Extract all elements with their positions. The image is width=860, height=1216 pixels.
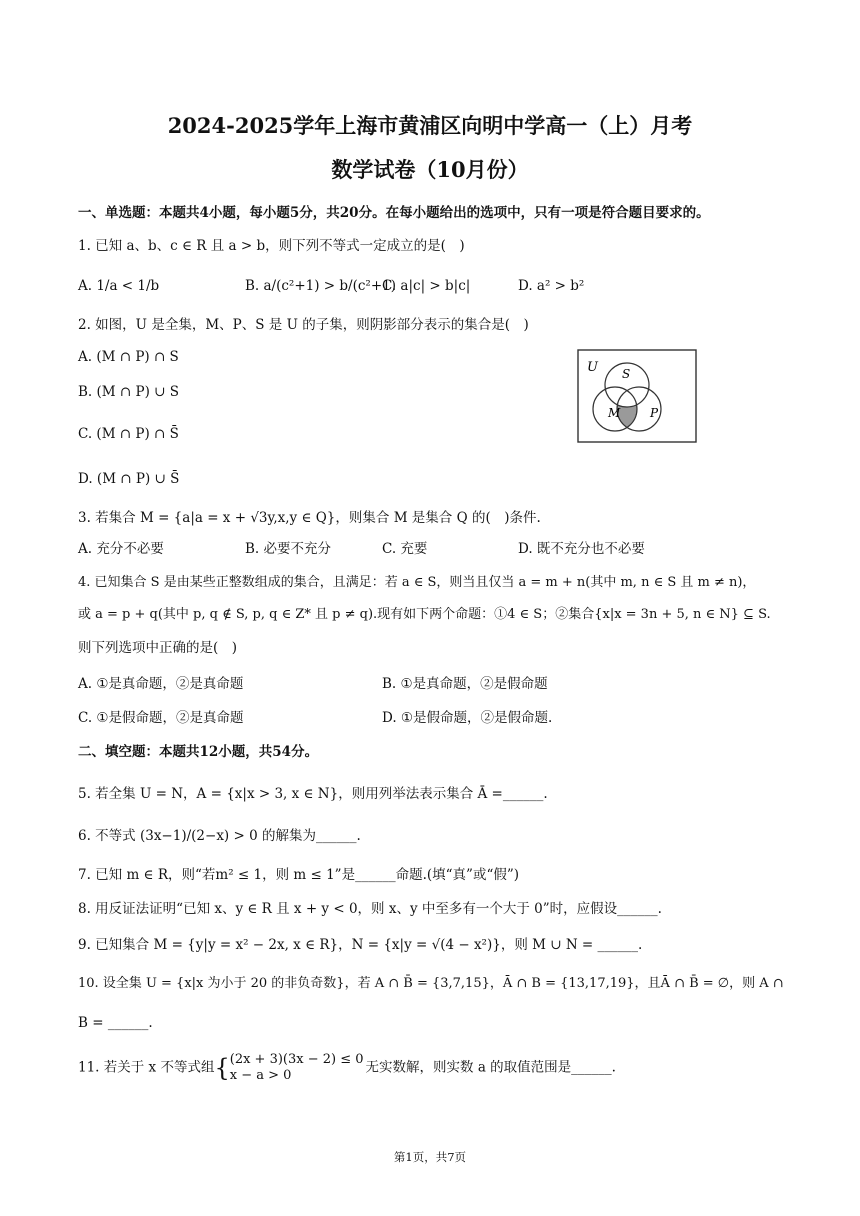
question-1-option-b: B. a/(c²+1) > b/(c²+1): [245, 278, 396, 294]
question-6: 6. 不等式 (3x−1)/(2−x) > 0 的解集为______.: [78, 828, 361, 844]
venn-label-m: M: [608, 406, 621, 420]
question-3-stem: 3. 若集合 M = {a|a = x + √3y,x,y ∈ Q}，则集合 M 是集合 Q 的( )条件.: [78, 510, 541, 526]
question-11-suffix: 无实数解，则实数 a 的取值范围是______.: [365, 1059, 616, 1076]
question-3-option-c: C. 充要: [382, 541, 428, 557]
question-2-option-d: D. (M ∩ P) ∪ S̄: [78, 471, 180, 487]
question-4-line1: 4. 已知集合 S 是由某些正整数组成的集合，且满足：若 a ∈ S，则当且仅当 a = m + n(其中 m, n ∈ S 且 m ≠ n)，: [78, 575, 756, 590]
question-1-option-d: D. a² > b²: [518, 278, 585, 294]
exam-subtitle: 数学试卷（10月份）: [331, 157, 529, 182]
venn-label-p: P: [650, 406, 659, 420]
question-11-prefix: 11. 若关于 x 不等式组: [78, 1059, 215, 1076]
question-2-stem: 2. 如图，U 是全集，M、P、S 是 U 的子集，则阴影部分表示的集合是( ): [78, 317, 529, 333]
question-4-line3: 则下列选项中正确的是( ): [78, 640, 238, 656]
question-4-line2: 或 a = p + q(其中 p, q ∉ S, p, q ∈ Z* 且 p ≠ q).现有如下两个命题：①4 ∈ S；②集合{x|x = 3n + 5, n ∈ N} ⊆ S.: [78, 607, 771, 622]
section1-header: 一、单选题：本题共4小题，每小题5分，共20分。在每小题给出的选项中，只有一项是符合题目要求的。: [78, 205, 710, 221]
question-7: 7. 已知 m ∈ R，则“若m² ≤ 1，则 m ≤ 1”是______命题.(填“真”或“假”): [78, 867, 520, 883]
question-4-option-c: C. ①是假命题，②是真命题: [78, 710, 244, 726]
question-4-option-b: B. ①是真命题，②是假命题: [382, 676, 548, 692]
page-footer: 第1页，共7页: [393, 1150, 467, 1164]
question-3-option-d: D. 既不充分也不必要: [518, 541, 645, 557]
question-4-option-a: A. ①是真命题，②是真命题: [78, 676, 244, 692]
question-9: 9. 已知集合 M = {y|y = x² − 2x, x ∈ R}，N = {x|y = √(4 − x²)}，则 M ∪ N = ______.: [78, 937, 643, 953]
section2-header: 二、填空题：本题共12小题，共54分。: [78, 744, 319, 760]
exam-title: 2024-2025学年上海市黄浦区向明中学高一（上）月考: [167, 113, 693, 138]
system-brace: {: [214, 1054, 230, 1082]
question-2-option-a: A. (M ∩ P) ∩ S: [78, 349, 179, 365]
question-11: [78, 1052, 616, 1084]
question-1-stem: 1. 已知 a、b、c ∈ R 且 a > b，则下列不等式一定成立的是( ): [78, 238, 465, 254]
question-10-line2: B = ______.: [78, 1015, 153, 1031]
inequality-system: [230, 1052, 364, 1084]
question-2-option-c: C. (M ∩ P) ∩ S̄: [78, 426, 179, 442]
question-8: 8. 用反证法证明“已知 x、y ∈ R 且 x + y < 0，则 x、y 中至多有一个大于 0”时，应假设______.: [78, 901, 662, 917]
question-5: 5. 若全集 U = N，A = {x|x > 3, x ∈ N}，则用列举法表示集合 Ā =______.: [78, 786, 548, 802]
question-3-option-a: A. 充分不必要: [78, 541, 164, 557]
inequality-1: (2x + 3)(3x − 2) ≤ 0: [229, 1052, 364, 1067]
question-4-option-d: D. ①是假命题，②是假命题.: [382, 710, 553, 726]
question-2-option-b: B. (M ∩ P) ∪ S: [78, 384, 179, 400]
question-10-line1: 10. 设全集 U = {x|x 为小于 20 的非负奇数}，若 A ∩ B̄ = {3,7,15}，Ā ∩ B = {13,17,19}，且Ā ∩ B̄ = ∅，则 A ∩: [78, 976, 784, 991]
question-1-option-a: A. 1/a < 1/b: [78, 278, 160, 294]
question-1-option-c: C. a|c| > b|c|: [382, 278, 471, 294]
question-3-option-b: B. 必要不充分: [245, 541, 332, 557]
venn-label-u: U: [587, 360, 598, 375]
venn-label-s: S: [622, 367, 631, 381]
inequality-2: x − a > 0: [229, 1068, 292, 1083]
venn-diagram: [577, 349, 697, 443]
